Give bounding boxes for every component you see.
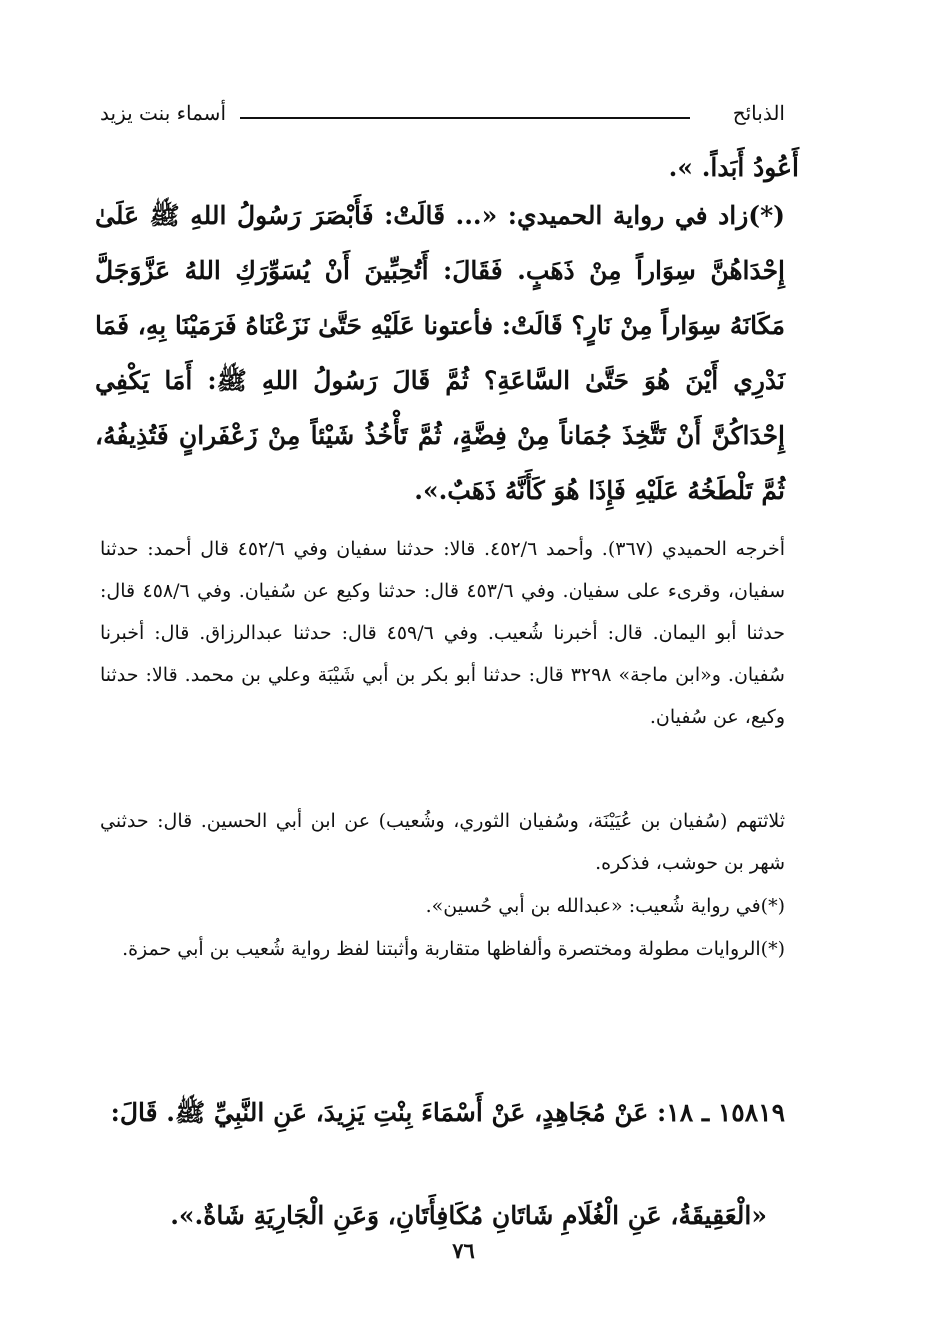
header-rule (240, 117, 690, 119)
takhrij-paragraph: أخرجه الحميدي (٣٦٧). وأحمد ٤٥٢/٦. قالا: حدثنا سفيان وفي ٤٥٢/٦ قال أحمد: حدثنا سفيان، وقرىء على سفيان. وفي ٤٥٣/٦ قال: حدثنا وكيع عن سُفيان. وفي ٤٥٨/٦ قال: حدثنا أبو اليمان. قال: أخبرنا شُعيب. وفي ٤٥٩/٦ قال: حدثنا عبدالرزاق. قال: أخبرنا سُفيان. و«ابن ماجة» ٣٢٩٨ قال: حدثنا أبو بكر بن أبي شَيْبَة وعلي بن محمد. قالا: حدثنا وكيع، عن سُفيان. (100, 538, 786, 728)
header-chapter: الذبائح (732, 101, 785, 125)
continuation-text: أَعُودُ أَبَداً. ». (668, 153, 799, 182)
hadith-matn: «الْعَقِيقَةُ، عَنِ الْغُلَامِ شَاتَانِ مُكَافِأَتَانِ، وَعَنِ الْجَارِيَةِ شَاةٌ.». (170, 1201, 767, 1230)
shuayb-note: (*)في رواية شُعيب: «عبدالله بن أبي حُسين». (425, 895, 785, 917)
running-header (100, 96, 785, 130)
isnad-summary: ثلاثتهم (سُفيان بن عُيَيْنَة، وسُفيان الثوري، وشُعيب) عن ابن أبي الحسين. قال: حدثني شهر بن حوشب، فذكره. (100, 810, 785, 874)
hadith-heading: ١٥٨١٩ ـ ١٨: عَنْ مُجَاهِدٍ، عَنْ أَسْمَاءَ بِنْتِ يَزِيدَ، عَنِ النَّبِيِّ ﷺ. قَالَ: (110, 1098, 785, 1127)
riwayat-note: (*)الروايات مطولة ومختصرة وألفاظها متقاربة وأثبتنا لفظ رواية شُعيب بن أبي حمزة. (122, 938, 785, 960)
humaydi-addition: (*)زاد في رواية الحميدي: «... قَالَتْ: فَأَبْصَرَ رَسُولُ اللهِ ﷺ عَلَىٰ إِحْدَاهُنَّ سِوَاراً مِنْ ذَهَبٍ. فَقَالَ: أَتُحِبِّينَ أَنْ يُسَوِّرَكِ اللهُ عَزَّوَجَلَّ مَكَانَهُ سِوَاراً مِنْ نَارٍ؟ قَالَتْ: فأعتونا عَلَيْهِ حَتَّىٰ نَزَعْنَاهُ فَرَمَيْنَا بِهِ، فَمَا نَدْرِي أَيْنَ هُوَ حَتَّىٰ السَّاعَةِ؟ ثُمَّ قَالَ رَسُولُ اللهِ ﷺ: أَمَا يَكْفِي إِحْدَاكُنَّ أَنْ تَتَّخِذَ جُمَاناً مِنْ فِضَّةٍ، ثُمَّ تَأْخُذُ شَيْئاً مِنْ زَعْفَرانٍ فَتُذِيفُهُ، ثُمَّ تَلْطَخُهُ عَلَيْهِ فَإِذَا هُوَ كَأَنَّهُ ذَهَبٌ.». (95, 201, 785, 505)
page-number: ٧٦ (452, 1238, 475, 1263)
header-narrator: أسماء بنت يزيد (100, 101, 226, 125)
